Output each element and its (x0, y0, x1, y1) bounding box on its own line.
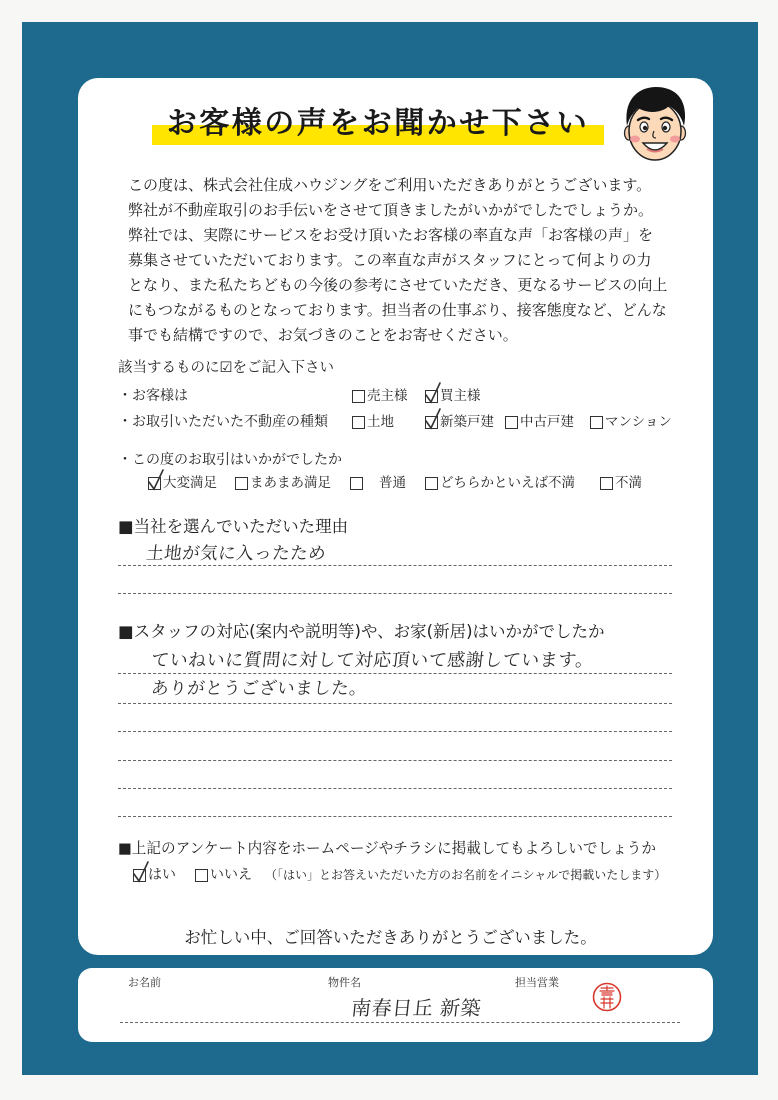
option-seller (352, 387, 408, 405)
answer-line (118, 703, 672, 704)
checkbox (350, 477, 363, 490)
intro-line: 弊社では、実際にサービスをお受け頂いたお客様の率直な声「お客様の声」を (128, 226, 654, 244)
intro-line: 事でも結構ですので、お気づきのことをお寄せください。 (128, 326, 518, 344)
red-name-seal-icon (592, 982, 622, 1012)
question-property-type: ・お取引いただいた不動産の種類 (118, 414, 328, 430)
name-label: お名前 (128, 976, 161, 989)
option-label: 新築戸建 (440, 414, 494, 430)
check-mark-icon (425, 408, 441, 429)
option-label: 中古戸建 (520, 414, 574, 430)
option-very-satisfied (148, 474, 217, 492)
option-dissatisfied (600, 474, 642, 492)
option-no (195, 866, 252, 884)
footer-info-strip (78, 968, 713, 1042)
checkbox (425, 390, 438, 403)
option-label: 売主様 (367, 388, 408, 404)
option-label: 買主様 (440, 388, 481, 404)
checkbox (505, 416, 518, 429)
check-mark-icon (425, 382, 441, 403)
staff-feedback-heading: ■スタッフの対応(案内や説明等)や、お家(新居)はいかがでしたか (118, 622, 605, 641)
check-instruction: 該当するものに☑をご記入下さい (118, 360, 334, 376)
check-mark-icon (148, 469, 164, 490)
staff-answer-handwritten: ありがとうございました。 (150, 679, 369, 699)
option-neutral (350, 474, 406, 492)
option-label: 大変満足 (163, 475, 217, 491)
footer-line (120, 1022, 680, 1023)
page-title: お客様の声をお聞かせ下さい (166, 106, 590, 141)
smiling-man-face-icon (618, 84, 692, 162)
option-label: いいえ (210, 867, 252, 883)
property-value-handwritten: 南春日丘 新築 (350, 996, 483, 1020)
checkbox (425, 416, 438, 429)
answer-line (118, 788, 672, 789)
checkbox (133, 869, 146, 882)
option-yes (133, 866, 176, 884)
option-label: 土地 (367, 414, 394, 430)
publish-consent-heading: ■上記のアンケート内容をホームページやチラシに掲載してもよろしいでしょうか (118, 840, 656, 857)
checkbox (425, 477, 438, 490)
staff-answer-handwritten: ていねいに質問に対して対応頂いて感謝しています。 (150, 650, 595, 671)
option-label: どちらかといえば不満 (440, 475, 575, 491)
answer-line (118, 673, 672, 674)
check-mark-icon (133, 861, 149, 882)
question-customer-type: ・お客様は (118, 388, 188, 404)
checkbox (352, 416, 365, 429)
option-label: マンション (605, 414, 672, 430)
intro-line: にもつながるものとなっております。担当者の仕事ぶり、接客態度など、どんな (128, 301, 667, 319)
option-label: はい (148, 867, 176, 883)
option-label: まあまあ満足 (250, 475, 331, 491)
intro-paragraph (128, 173, 667, 348)
intro-line: 募集させていただいております。この率直な声がスタッフにとって何よりの力 (128, 251, 652, 269)
sales-rep-label: 担当営業 (515, 976, 559, 989)
publish-consent-note: （「はい」とお答えいただいた方のお名前をイニシャルで掲載いたします） (265, 868, 667, 882)
form-card (78, 78, 713, 955)
option-condominium (590, 413, 672, 431)
option-used-house (505, 413, 574, 431)
thanks-message: お忙しい中、ご回答いただきありがとうございました。 (184, 928, 597, 947)
checkbox (195, 869, 208, 882)
answer-line (118, 731, 672, 732)
checkbox (590, 416, 603, 429)
answer-line (118, 565, 672, 566)
answer-line (118, 593, 672, 594)
intro-line: この度は、株式会社住成ハウジングをご利用いただきありがとうございます。 (128, 176, 652, 194)
checkbox (352, 390, 365, 403)
checkbox (600, 477, 613, 490)
answer-line (118, 816, 672, 817)
reason-heading: ■当社を選んでいただいた理由 (118, 517, 349, 536)
option-new-house (425, 413, 494, 431)
intro-line: となり、また私たちどもの今後の参考にさせていただき、更なるサービスの向上 (128, 276, 668, 294)
option-buyer (425, 387, 481, 405)
intro-line: 弊社が不動産取引のお手伝いをさせて頂きましたがいかがでしたでしょうか。 (128, 201, 654, 219)
answer-line (118, 760, 672, 761)
property-label: 物件名 (328, 976, 361, 989)
option-label: 普通 (379, 475, 406, 491)
checkbox (235, 477, 248, 490)
question-satisfaction: ・この度のお取引はいかがでしたか (118, 452, 342, 468)
option-somewhat-dissatisfied (425, 474, 575, 492)
option-somewhat-satisfied (235, 474, 331, 492)
reason-answer-handwritten: 土地が気に入ったため (145, 544, 328, 564)
checkbox (148, 477, 161, 490)
option-label: 不満 (615, 475, 642, 491)
option-land (352, 413, 394, 431)
